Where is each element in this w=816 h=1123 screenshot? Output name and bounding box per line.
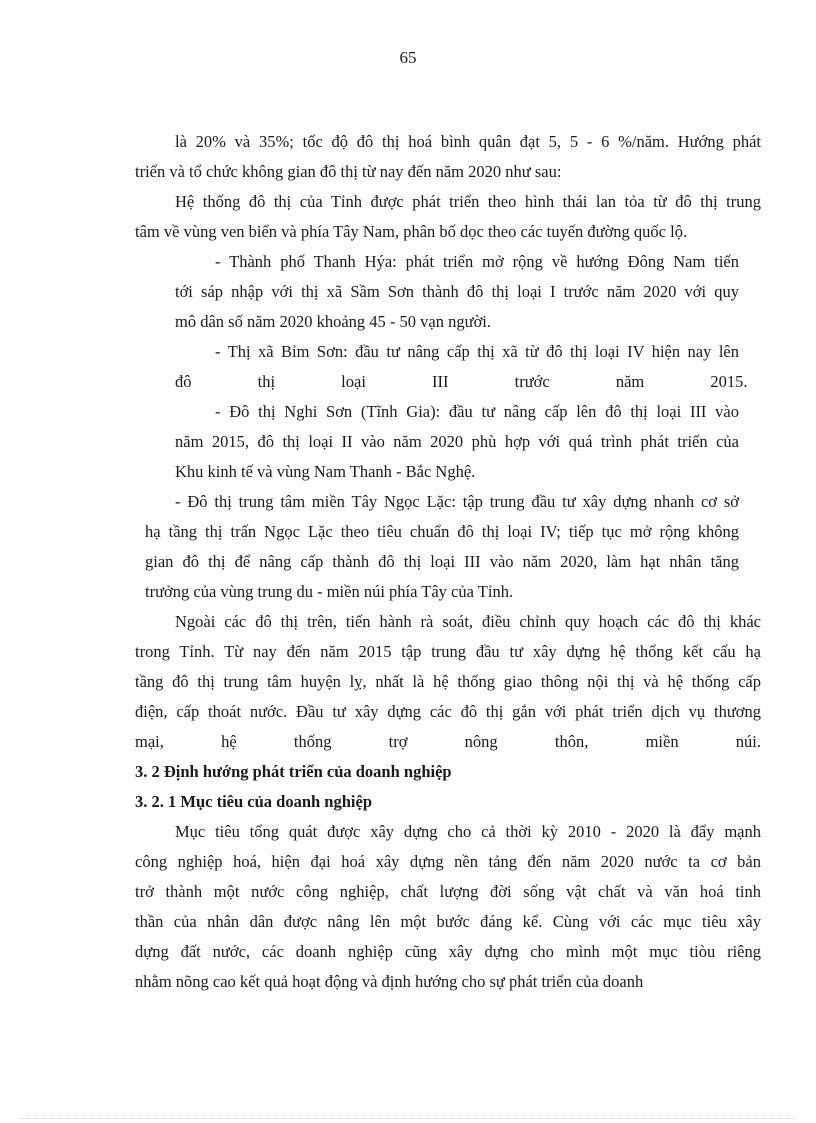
text-line: nhằm nõng cao kết quả hoạt động và định hướng cho sự phát triển của doanh: [135, 972, 644, 991]
subsection-heading: 3. 2. 1 Mục tiêu của doanh nghiệp: [135, 792, 372, 811]
page-bottom-divider: [20, 1118, 796, 1119]
text-line: gian đô thị để nâng cấp thành đô thị loại III vào năm 2020, làm hạt nhân tăng: [145, 552, 739, 571]
text-line: - Đô thị trung tâm miền Tây Ngọc Lặc: tập trung đầu tư xây dựng nhanh cơ sở: [175, 492, 739, 511]
text-line: là 20% và 35%; tốc độ đô thị hoá bình quân đạt 5, 5 - 6 %/năm. Hướng phát: [175, 132, 761, 151]
text-line: công nghiệp hoá, hiện đại hoá xây dựng nền tảng đến năm 2020 nước ta cơ bản: [135, 852, 761, 871]
text-line: tầng đô thị trung tâm huyện lỵ, nhất là hệ thống giao thông nội thị và hệ thống cấp: [135, 672, 761, 691]
section-heading: 3. 2 Định hướng phát triển của doanh nghiệp: [135, 762, 452, 781]
text-line: tới sáp nhập với thị xã Sầm Sơn thành đô thị loại I trước năm 2020 với quy: [175, 282, 739, 301]
text-line: mô dân số năm 2020 khoảng 45 - 50 vạn người.: [175, 312, 492, 331]
text-line: đô thị loại III trước năm 2015.: [175, 372, 748, 391]
text-line: - Thành phố Thanh Hýa: phát triển mở rộng về hướng Đông Nam tiến: [215, 252, 739, 271]
text-line: Khu kinh tế và vùng Nam Thanh - Bắc Nghệ.: [175, 462, 476, 481]
text-line: Hệ thống đô thị của Tỉnh được phát triển theo hình thái lan tỏa từ đô thị trung: [175, 192, 761, 211]
text-line: tâm về vùng ven biển và phía Tây Nam, phân bố dọc theo các tuyến đường quốc lộ.: [135, 222, 688, 241]
text-line: dựng đất nước, các doanh nghiệp cũng xây dựng cho mình một mục tiòu riêng: [135, 942, 761, 961]
text-line: năm 2015, đô thị loại II vào năm 2020 phù hợp với quá trình phát triển của: [175, 432, 739, 451]
text-line: - Thị xã Bỉm Sơn: đầu tư nâng cấp thị xã từ đô thị loại IV hiện nay lên: [215, 342, 739, 361]
text-line: hạ tầng thị trấn Ngọc Lặc theo tiêu chuẩn đô thị loại IV; tiếp tục mở rộng không: [145, 522, 739, 541]
text-line: - Đô thị Nghi Sơn (Tĩnh Gia): đầu tư nâng cấp lên đô thị loại III vào: [215, 402, 739, 421]
page-number: 65: [399, 48, 417, 67]
text-line: Ngoài các đô thị trên, tiến hành rà soát, điều chỉnh quy hoạch các đô thị khác: [175, 612, 761, 631]
text-line: trưởng của vùng trung du - miền núi phía Tây của Tỉnh.: [145, 582, 514, 601]
text-line: triển và tổ chức không gian đô thị từ nay đến năm 2020 như sau:: [135, 162, 562, 181]
text-line: mại, hệ thống trợ nông thôn, miền núi.: [135, 732, 761, 751]
text-line: Mục tiêu tổng quát được xây dựng cho cả thời kỳ 2010 - 2020 là đẩy mạnh: [175, 822, 761, 841]
text-line: thần của nhân dân được nâng lên một bước đáng kể. Cùng với các mục tiêu xây: [135, 912, 761, 931]
text-line: trở thành một nước công nghiệp, chất lượng đời sống vật chất và văn hoá tinh: [135, 882, 761, 901]
text-line: điện, cấp thoát nước. Đầu tư xây dựng các đô thị gắn với phát triển dịch vụ thương: [135, 702, 761, 721]
text-line: trong Tỉnh. Từ nay đến năm 2015 tập trung đầu tư xây dựng hệ thống kết cấu hạ: [135, 642, 761, 661]
